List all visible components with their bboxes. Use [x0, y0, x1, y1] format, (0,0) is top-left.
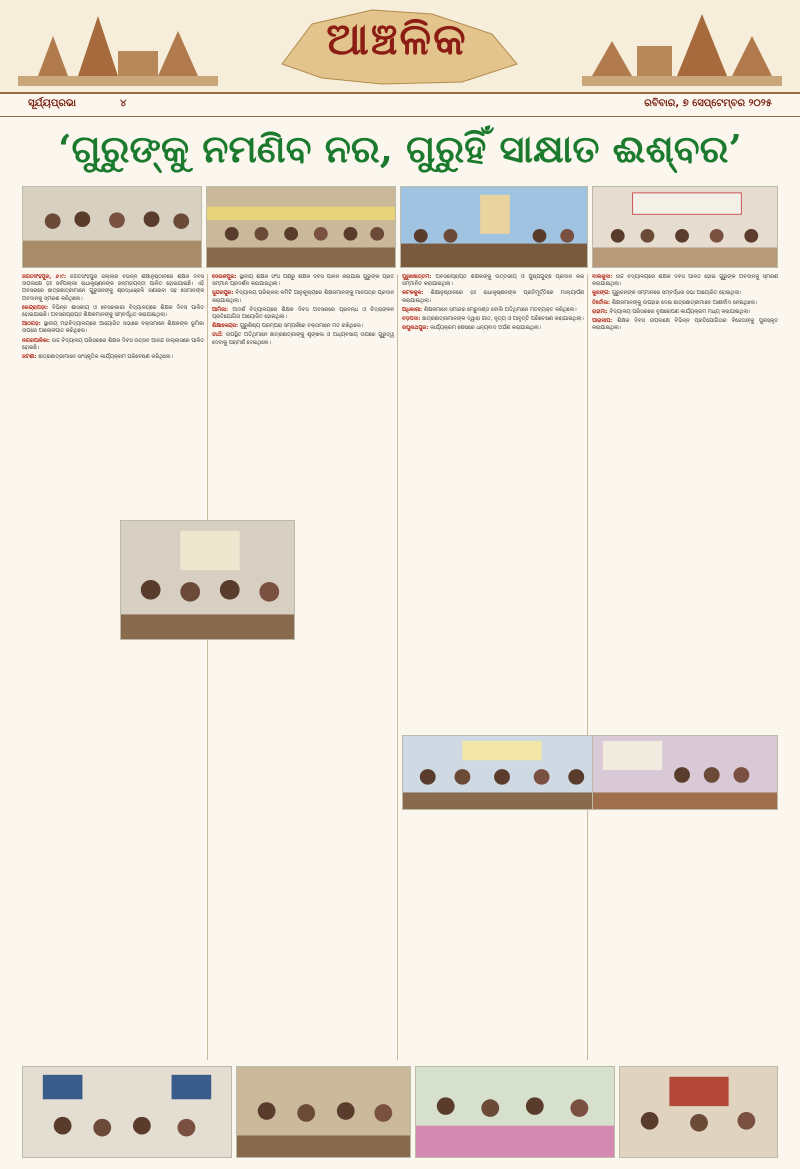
news-paragraph: [212, 323, 394, 330]
paragraph-text: ଆଦର୍ଶ ବିଦ୍ୟାଳୟରେ ଶିକ୍ଷକ ଦିବସ ଅବସରରେ ପ୍ରବନ୍ଧ ଓ ଚିତ୍ରାଙ୍କନ ପ୍ରତିଯୋଗିତା ଆୟୋଜିତ ହୋଇଥିଲା।: [212, 306, 394, 321]
paragraph-text: ଶିକ୍ଷକ ଦିବସ ଉପଲକ୍ଷେ ବିଭିନ୍ନ ପ୍ରତିଯୋଗିତାର ବିଜେତାଙ୍କୁ ପୁରସ୍କୃତ କରାଯାଇଥିଲା।: [592, 318, 778, 332]
news-paragraph: [22, 354, 204, 361]
news-photo: [619, 1066, 778, 1158]
paragraph-text: ବିଭିନ୍ନ ଶାସକୀୟ ଓ ବେସରକାରୀ ବିଦ୍ୟାଳୟରେ ଶିକ୍ଷକ ଦିବସ ପାଳିତ ହୋଇଯାଇଛି। ଅବସରପ୍ରାପ୍ତ ଶିକ୍ଷକମାନଙ୍କୁ ସମ୍ବର୍ଦ୍ଧିତ କରାଯାଇଥିଲା।: [22, 304, 204, 319]
news-paragraph: [212, 332, 394, 346]
inline-news-photo: [120, 520, 295, 640]
news-paragraph: [402, 316, 584, 323]
news-paragraph: [402, 274, 584, 288]
column-divider: [587, 274, 588, 1060]
paragraph-text: ଛାତ୍ରଛାତ୍ରୀମାନଙ୍କ ଦ୍ୱାରା ଗୀତ, ନୃତ୍ୟ ଓ ଆବୃତ୍ତି ପରିବେଷଣ କରାଯାଇଥିଲା।: [422, 316, 584, 323]
top-photo-strip: [22, 186, 778, 268]
news-paragraph: [592, 318, 778, 332]
paragraph-text: ଉଚ୍ଚ ବିଦ୍ୟାଳୟ ପରିସରରେ ଶିକ୍ଷକ ଦିବସ ଉତ୍ସବ ଆନନ୍ଦ ଉଲ୍ଲାସରେ ପାଳିତ ହୋଇଛି।: [22, 337, 204, 351]
paper-name: ସୂର୍ଯ୍ୟପ୍ରଭା: [28, 98, 77, 109]
news-paragraph: [22, 321, 204, 335]
paragraph-text: ଜଗତସିଂହପୁର ଜିଲ୍ଲାର ବିଭିନ୍ନ ଶିକ୍ଷାନୁଷ୍ଠାନରେ ଶିକ୍ଷକ ଦିବସ ଉପଲକ୍ଷେ ଡ଼ଃ ସର୍ବପଲ୍ଲୀ ରାଧାକୃଷ୍ଣନଙ୍କ ଜନ୍ମଜୟନ୍ତୀ ପାଳିତ ହୋଇଯାଇଛି। ଏହି ଅବସରରେ ଛାତ୍ରଛାତ୍ରୀମାନେ ଗୁରୁଜନଙ୍କୁ ଶ୍ରଦ୍ଧାଞ୍ଜଳି ଜଣାଇବା ସହ ସେମାନଙ୍କ ଅବଦାନକୁ ସ୍ମରଣ କରିଥିଲେ।: [22, 274, 204, 302]
masthead: [0, 0, 800, 92]
news-paragraph: [22, 305, 204, 319]
main-headline: ‘ଗୁରୁଙ୍କୁ ନମଣିବ ନର, ଗୁରୁହିଁ ସାକ୍ଷାତ ଈଶ୍ବର’: [58, 126, 742, 171]
dateline-lead: ତୀର୍ଥ:: [212, 332, 224, 339]
dateline-lead: ବାଲିକୁଦା:: [592, 274, 613, 280]
paragraph-text: ସ୍ଥାନୀୟ ଶିକ୍ଷକ ସଂଘ ପକ୍ଷରୁ ଶିକ୍ଷକ ଦିବସ ପାଳନ କରାଯାଇ ଗୁରୁଙ୍କ ପ୍ରତି ସମ୍ମାନ ପ୍ରଦର୍ଶନ କରାଯାଇଥିଲା।: [212, 274, 394, 288]
dateline-lead: ପୁରୁଷୋତ୍ତମ:: [402, 274, 432, 280]
news-paragraph: [212, 274, 394, 288]
news-paragraph: [212, 290, 394, 304]
paragraph-text: ଶିକ୍ଷାନୁଷ୍ଠାନରେ ଡ଼ଃ ରାଧାକୃଷ୍ଣନଙ୍କ ପ୍ରତିମୂର୍ତ୍ତିରେ ମାଲ୍ୟାର୍ପଣ କରାଯାଇଥିଲା।: [402, 290, 584, 304]
news-column-3: [402, 274, 584, 1060]
dateline-lead: ନଗରପାଳିକା:: [22, 337, 50, 344]
news-paragraph: [592, 290, 778, 297]
news-column-4: [592, 274, 778, 1060]
column-divider: [397, 274, 398, 1060]
dateline-lead: କେନ୍ଦ୍ରାପଡ଼ା:: [22, 304, 48, 311]
inline-news-photo: [592, 735, 778, 810]
dateline-lead: ପାରାଦୀପ:: [592, 318, 613, 325]
inline-news-photo: [402, 735, 602, 810]
publication-date: ରବିବାର, ୭ ସେପ୍ଟେମ୍ବର ୨୦୨୫: [644, 98, 772, 109]
dateline-lead: ଆମିଜା:: [212, 306, 229, 313]
temple-illustration-left: [18, 6, 218, 86]
dateline-lead: ତିର୍ତୋଲ:: [592, 299, 611, 306]
dateline-lead: ରଘୁନାଥପୁର:: [402, 325, 429, 332]
dateline-lead: ବଡ଼ପଦା:: [402, 316, 421, 323]
paragraph-text: ଗୁରୁଶିଷ୍ୟ ପରମ୍ପରା ସମ୍ପର୍କରେ ବକ୍ତାମାନେ ମତ ରଖିଥିଲେ।: [239, 323, 364, 330]
dateline-lead: ଶିକ୍ଷାକେନ୍ଦ୍ର:: [212, 323, 239, 330]
news-photo: [236, 1066, 411, 1158]
paragraph-text: ଗୁରୁଜନଙ୍କ ସମ୍ମାନରେ ସମ୍ବର୍ଦ୍ଧନା ସଭା ଆୟୋଜିତ ହୋଇଥିଲା।: [611, 290, 742, 297]
news-column-1: [22, 274, 204, 1060]
news-paragraph: [402, 325, 584, 332]
dateline-lead: କୁଜଙ୍ଗ:: [592, 290, 611, 297]
news-photo: [592, 186, 778, 268]
news-photo: [22, 1066, 232, 1158]
dateline-lead: ଆଠଗଡ଼:: [22, 321, 41, 328]
dateline-lead: ରାହାମା:: [592, 308, 608, 315]
dateline-lead: ଜଟଣୀ:: [22, 354, 37, 361]
paragraph-text: ଅବସରପ୍ରାପ୍ତ ଶିକ୍ଷକଙ୍କୁ ଉତ୍ତରୀୟ ଓ ପୁଷ୍ପଗୁଚ୍ଛ ପ୍ରଦାନ କରି ସମ୍ମାନିତ କରାଯାଇଥିଲା।: [402, 274, 584, 288]
paragraph-text: ସ୍ଥାନୀୟ ମହାବିଦ୍ୟାଳୟରେ ଆୟୋଜିତ ସଭାରେ ବକ୍ତାମାନେ ଶିକ୍ଷକଙ୍କ ଭୂମିକା ଉପରେ ଆଲୋକପାତ କରିଥିଲେ।: [22, 321, 204, 335]
news-paragraph: [402, 290, 584, 304]
section-title: ଆଞ୍ଚଳିକ: [326, 14, 468, 65]
paragraph-text: ଛାତ୍ରଛାତ୍ରୀମାନେ ସାଂସ୍କୃତିକ କାର୍ଯ୍ୟକ୍ରମ ପରିବେଷଣ କରିଥିଲେ।: [38, 354, 173, 361]
news-paragraph: [212, 307, 394, 321]
paragraph-text: କାର୍ଯ୍ୟକ୍ରମ ଶେଷରେ ଧନ୍ୟବାଦ ଅର୍ପଣ କରାଯାଇଥିଲା।: [430, 325, 541, 332]
paragraph-text: ଉଚ୍ଚ ବିଦ୍ୟାଳୟରେ ଶିକ୍ଷକ ଦିବସ ପାଳିତ ହୋଇ ଗୁରୁଙ୍କ ଅବଦାନକୁ ସ୍ମରଣ କରାଯାଇଥିଲା।: [592, 274, 778, 288]
dateline-lead: କଟକକୁଳ:: [402, 290, 424, 297]
news-paragraph: [22, 274, 204, 303]
news-paragraph: [592, 309, 778, 316]
paragraph-text: ବିଦ୍ୟାଳୟ ପରିସରରେ ବୃକ୍ଷରୋପଣ କାର୍ଯ୍ୟକ୍ରମ ମଧ୍ୟ କରାଯାଇଥିଲା।: [609, 308, 751, 315]
dateline-lead: ସୁନ୍ଦରପୁର:: [212, 290, 234, 297]
page-number: ୪: [120, 98, 127, 109]
paragraph-text: ଶିକ୍ଷକମାନେ ସମାଜର ମେରୁଦଣ୍ଡ ବୋଲି ଅତିଥିମାନେ ମତବ୍ୟକ୍ତ କରିଥିଲେ।: [423, 306, 577, 313]
temple-illustration-right: [582, 6, 782, 86]
dateline-lead: ଜଗତସିଂହପୁର, ୬।୯:: [22, 274, 66, 280]
news-column-2: [212, 274, 394, 1060]
news-paragraph: [592, 300, 778, 307]
news-paragraph: [22, 338, 204, 352]
news-photo: [206, 186, 396, 268]
news-paragraph: [592, 274, 778, 288]
news-photo: [22, 186, 202, 268]
news-paragraph: [402, 307, 584, 314]
news-photo: [415, 1066, 615, 1158]
dateline-lead: ଅଧିକାରୀ:: [402, 306, 423, 313]
column-divider: [207, 274, 208, 1060]
paragraph-text: ଉପସ୍ଥିତ ଅତିଥିମାନେ ଛାତ୍ରଛାତ୍ରୀଙ୍କୁ ଶୃଙ୍ଖଳା ଓ ଅଧ୍ୟବସାୟ ଉପରେ ଗୁରୁତ୍ୱ ଦେବାକୁ ପରାମର୍ଶ ଦେଇଥିଲେ।: [212, 332, 394, 346]
news-photo: [400, 186, 588, 268]
dateline-lead: ଦେଉଳିପୁର:: [212, 274, 237, 280]
paragraph-text: ଶିକ୍ଷକମାନଙ୍କୁ ଉପହାର ଦେଇ ଛାତ୍ରଛାତ୍ରୀମାନେ ଆଶୀର୍ବାଦ ନେଇଥିଲେ।: [611, 299, 758, 306]
bottom-photo-strip: [22, 1066, 778, 1158]
paragraph-text: ବିଦ୍ୟାଳୟ ପରିଚାଳନା କମିଟି ଆନୁକୂଲ୍ୟରେ ଶିକ୍ଷକମାନଙ୍କୁ ମାନପତ୍ର ପ୍ରଦାନ କରାଯାଇଥିଲା।: [212, 290, 394, 304]
dateline-bar: [0, 92, 800, 117]
